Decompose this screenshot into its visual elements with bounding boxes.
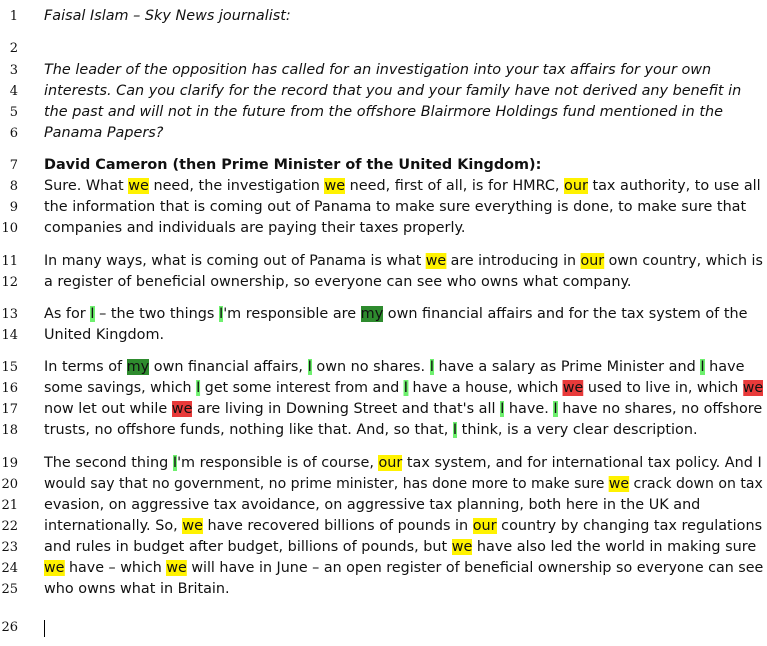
highlighted-pronoun: I — [500, 401, 505, 417]
text-line[interactable] — [44, 581, 230, 597]
highlighted-pronoun: we — [451, 539, 473, 555]
highlighted-pronoun: I — [700, 359, 705, 375]
text-line[interactable] — [44, 455, 762, 471]
line-number: 6 — [9, 126, 18, 141]
highlighted-pronoun: we — [324, 178, 346, 194]
highlighted-pronoun: I — [196, 380, 201, 396]
text-line[interactable] — [44, 401, 762, 417]
text-run: are living in Downing Street and that's all — [192, 401, 501, 417]
text-run: In many ways, what is coming out of Panama is what — [44, 253, 426, 269]
text-run: get some interest from and — [200, 380, 404, 396]
text-line[interactable] — [44, 560, 763, 576]
line-number: 26 — [1, 620, 18, 635]
highlighted-pronoun: I — [403, 380, 408, 396]
highlighted-pronoun: our — [580, 253, 605, 269]
highlighted-pronoun: my — [126, 359, 150, 375]
text-run: As for — [44, 306, 91, 322]
line-number: 5 — [9, 105, 18, 120]
line-number: 1 — [9, 9, 18, 24]
text-run: 'm responsible are — [223, 306, 361, 322]
text-line[interactable] — [44, 327, 164, 343]
text-run: the information that is coming out of Panama to make sure everything is done, to make sure that — [44, 199, 747, 215]
text-run: tax authority, to use all — [587, 178, 761, 194]
highlighted-pronoun: my — [360, 306, 384, 322]
highlighted-pronoun: I — [307, 359, 312, 375]
text-run: have – which — [64, 560, 167, 576]
text-run: who owns what in Britain. — [44, 581, 230, 597]
text-run: think, is a very clear description. — [457, 422, 698, 438]
line-number: 16 — [1, 381, 18, 396]
highlighted-pronoun: I — [218, 306, 224, 322]
text-run: have. — [504, 401, 554, 417]
text-run: have also led the world in making sure — [472, 539, 757, 555]
line-number: 11 — [1, 254, 18, 269]
text-run: own financial affairs, — [149, 359, 308, 375]
line-number: 22 — [1, 519, 18, 534]
text-run: Sure. What — [44, 178, 129, 194]
text-line[interactable] — [44, 178, 761, 194]
line-number: 25 — [1, 582, 18, 597]
highlighted-pronoun: we — [562, 380, 584, 396]
highlighted-pronoun: I — [90, 306, 95, 322]
highlighted-pronoun: we — [128, 178, 149, 194]
text-run: the past and will not in the future from the offshore Blairmore Holdings fund mentioned in the — [44, 104, 723, 120]
text-run: own country, which is — [604, 253, 763, 269]
text-run: Panama Papers? — [44, 125, 164, 141]
text-run: Faisal Islam – Sky News journalist: — [44, 8, 291, 24]
text-run: companies and individuals are paying their taxes properly. — [44, 220, 466, 236]
text-line[interactable] — [44, 518, 762, 534]
line-number: 3 — [9, 63, 18, 78]
line-number: 20 — [1, 477, 18, 492]
text-run: will have in June – an open register of beneficial ownership so everyone can see — [186, 560, 764, 576]
highlighted-pronoun: we — [171, 401, 193, 417]
text-run: own financial affairs and for the tax system of the — [383, 306, 748, 322]
text-line[interactable] — [44, 199, 746, 215]
highlighted-pronoun: we — [608, 476, 630, 492]
line-number: 7 — [9, 158, 18, 173]
text-run: need, the investigation — [148, 178, 325, 194]
highlighted-pronoun: we — [742, 380, 764, 396]
text-line[interactable] — [44, 104, 723, 120]
line-number: 23 — [1, 540, 18, 555]
text-run: The second thing — [44, 455, 173, 471]
text-run: have recovered billions of pounds in — [202, 518, 473, 534]
line-number: 17 — [1, 402, 18, 417]
text-line[interactable] — [44, 253, 763, 269]
text-run: tax system, and for international tax policy. And I — [402, 455, 762, 471]
line-number: 8 — [9, 179, 18, 194]
highlighted-pronoun: we — [425, 253, 447, 269]
text-run: have a salary as Prime Minister and — [433, 359, 701, 375]
line-number: 9 — [9, 200, 18, 215]
text-line[interactable] — [44, 422, 698, 438]
line-number: 15 — [1, 360, 18, 375]
text-line[interactable] — [44, 476, 763, 492]
text-line[interactable] — [44, 274, 632, 290]
text-run: a register of beneficial ownership, so everyone can see who owns what company. — [44, 274, 632, 290]
text-run: interests. Can you clarify for the record that you and your family have not derived any benefit in — [44, 83, 742, 99]
highlighted-pronoun: our — [472, 518, 497, 534]
highlighted-pronoun: we — [166, 560, 187, 576]
text-run: some savings, which — [44, 380, 197, 396]
text-run: would say that no government, no prime minister, has done more to make sure — [44, 476, 609, 492]
highlighted-pronoun: we — [182, 518, 203, 534]
text-run: trusts, no offshore funds, nothing like that. And, so that, — [44, 422, 453, 438]
highlighted-pronoun: we — [44, 560, 65, 576]
text-run: own no shares. — [311, 359, 430, 375]
text-run: crack down on tax — [629, 476, 763, 492]
text-line[interactable] — [44, 359, 744, 375]
text-run: – the two things — [94, 306, 219, 322]
text-line[interactable] — [44, 306, 747, 322]
text-run: and rules in budget after budget, billions of pounds, but — [44, 539, 452, 555]
line-number: 24 — [1, 561, 18, 576]
text-run: The leader of the opposition has called for an investigation into your tax affairs for your own — [44, 62, 712, 78]
line-number: 14 — [1, 328, 18, 343]
text-run: internationally. So, — [44, 518, 183, 534]
highlighted-pronoun: I — [172, 455, 178, 471]
highlighted-pronoun: our — [564, 178, 588, 194]
text-run: evasion, on aggressive tax avoidance, on aggressive tax planning, both here in the UK and — [44, 497, 701, 513]
text-run: have no shares, no offshore — [557, 401, 763, 417]
text-line[interactable] — [44, 220, 465, 236]
text-line[interactable] — [44, 497, 700, 513]
text-run: have — [704, 359, 745, 375]
text-line[interactable] — [44, 539, 756, 555]
highlighted-pronoun: I — [452, 422, 458, 438]
text-run: need, first of all, is for HMRC, — [345, 178, 565, 194]
text-line[interactable] — [44, 83, 741, 99]
line-number: 4 — [9, 84, 18, 99]
text-run: country by changing tax regulations — [496, 518, 763, 534]
highlighted-pronoun: I — [429, 359, 434, 375]
line-number: 18 — [1, 423, 18, 438]
line-number: 21 — [1, 498, 18, 513]
text-run: are introducing in — [446, 253, 581, 269]
text-run: In terms of — [44, 359, 127, 375]
text-run: David Cameron (then Prime Minister of the United Kingdom): — [44, 157, 542, 173]
text-line[interactable] — [44, 125, 163, 141]
text-line[interactable] — [44, 62, 711, 78]
text-run: have a house, which — [407, 380, 563, 396]
line-number: 10 — [1, 221, 18, 236]
text-line[interactable] — [44, 8, 291, 24]
line-number: 2 — [9, 41, 18, 56]
text-run: used to live in, which — [583, 380, 743, 396]
text-line[interactable] — [44, 380, 763, 396]
text-run: now let out while — [44, 401, 172, 417]
line-number: 13 — [1, 307, 18, 322]
text-line[interactable] — [44, 157, 541, 173]
line-number: 12 — [1, 275, 18, 290]
text-run: United Kingdom. — [44, 327, 165, 343]
line-number: 19 — [1, 456, 18, 471]
text-run: 'm responsible is of course, — [177, 455, 379, 471]
highlighted-pronoun: our — [378, 455, 403, 471]
text-cursor — [44, 620, 45, 637]
highlighted-pronoun: I — [553, 401, 558, 417]
